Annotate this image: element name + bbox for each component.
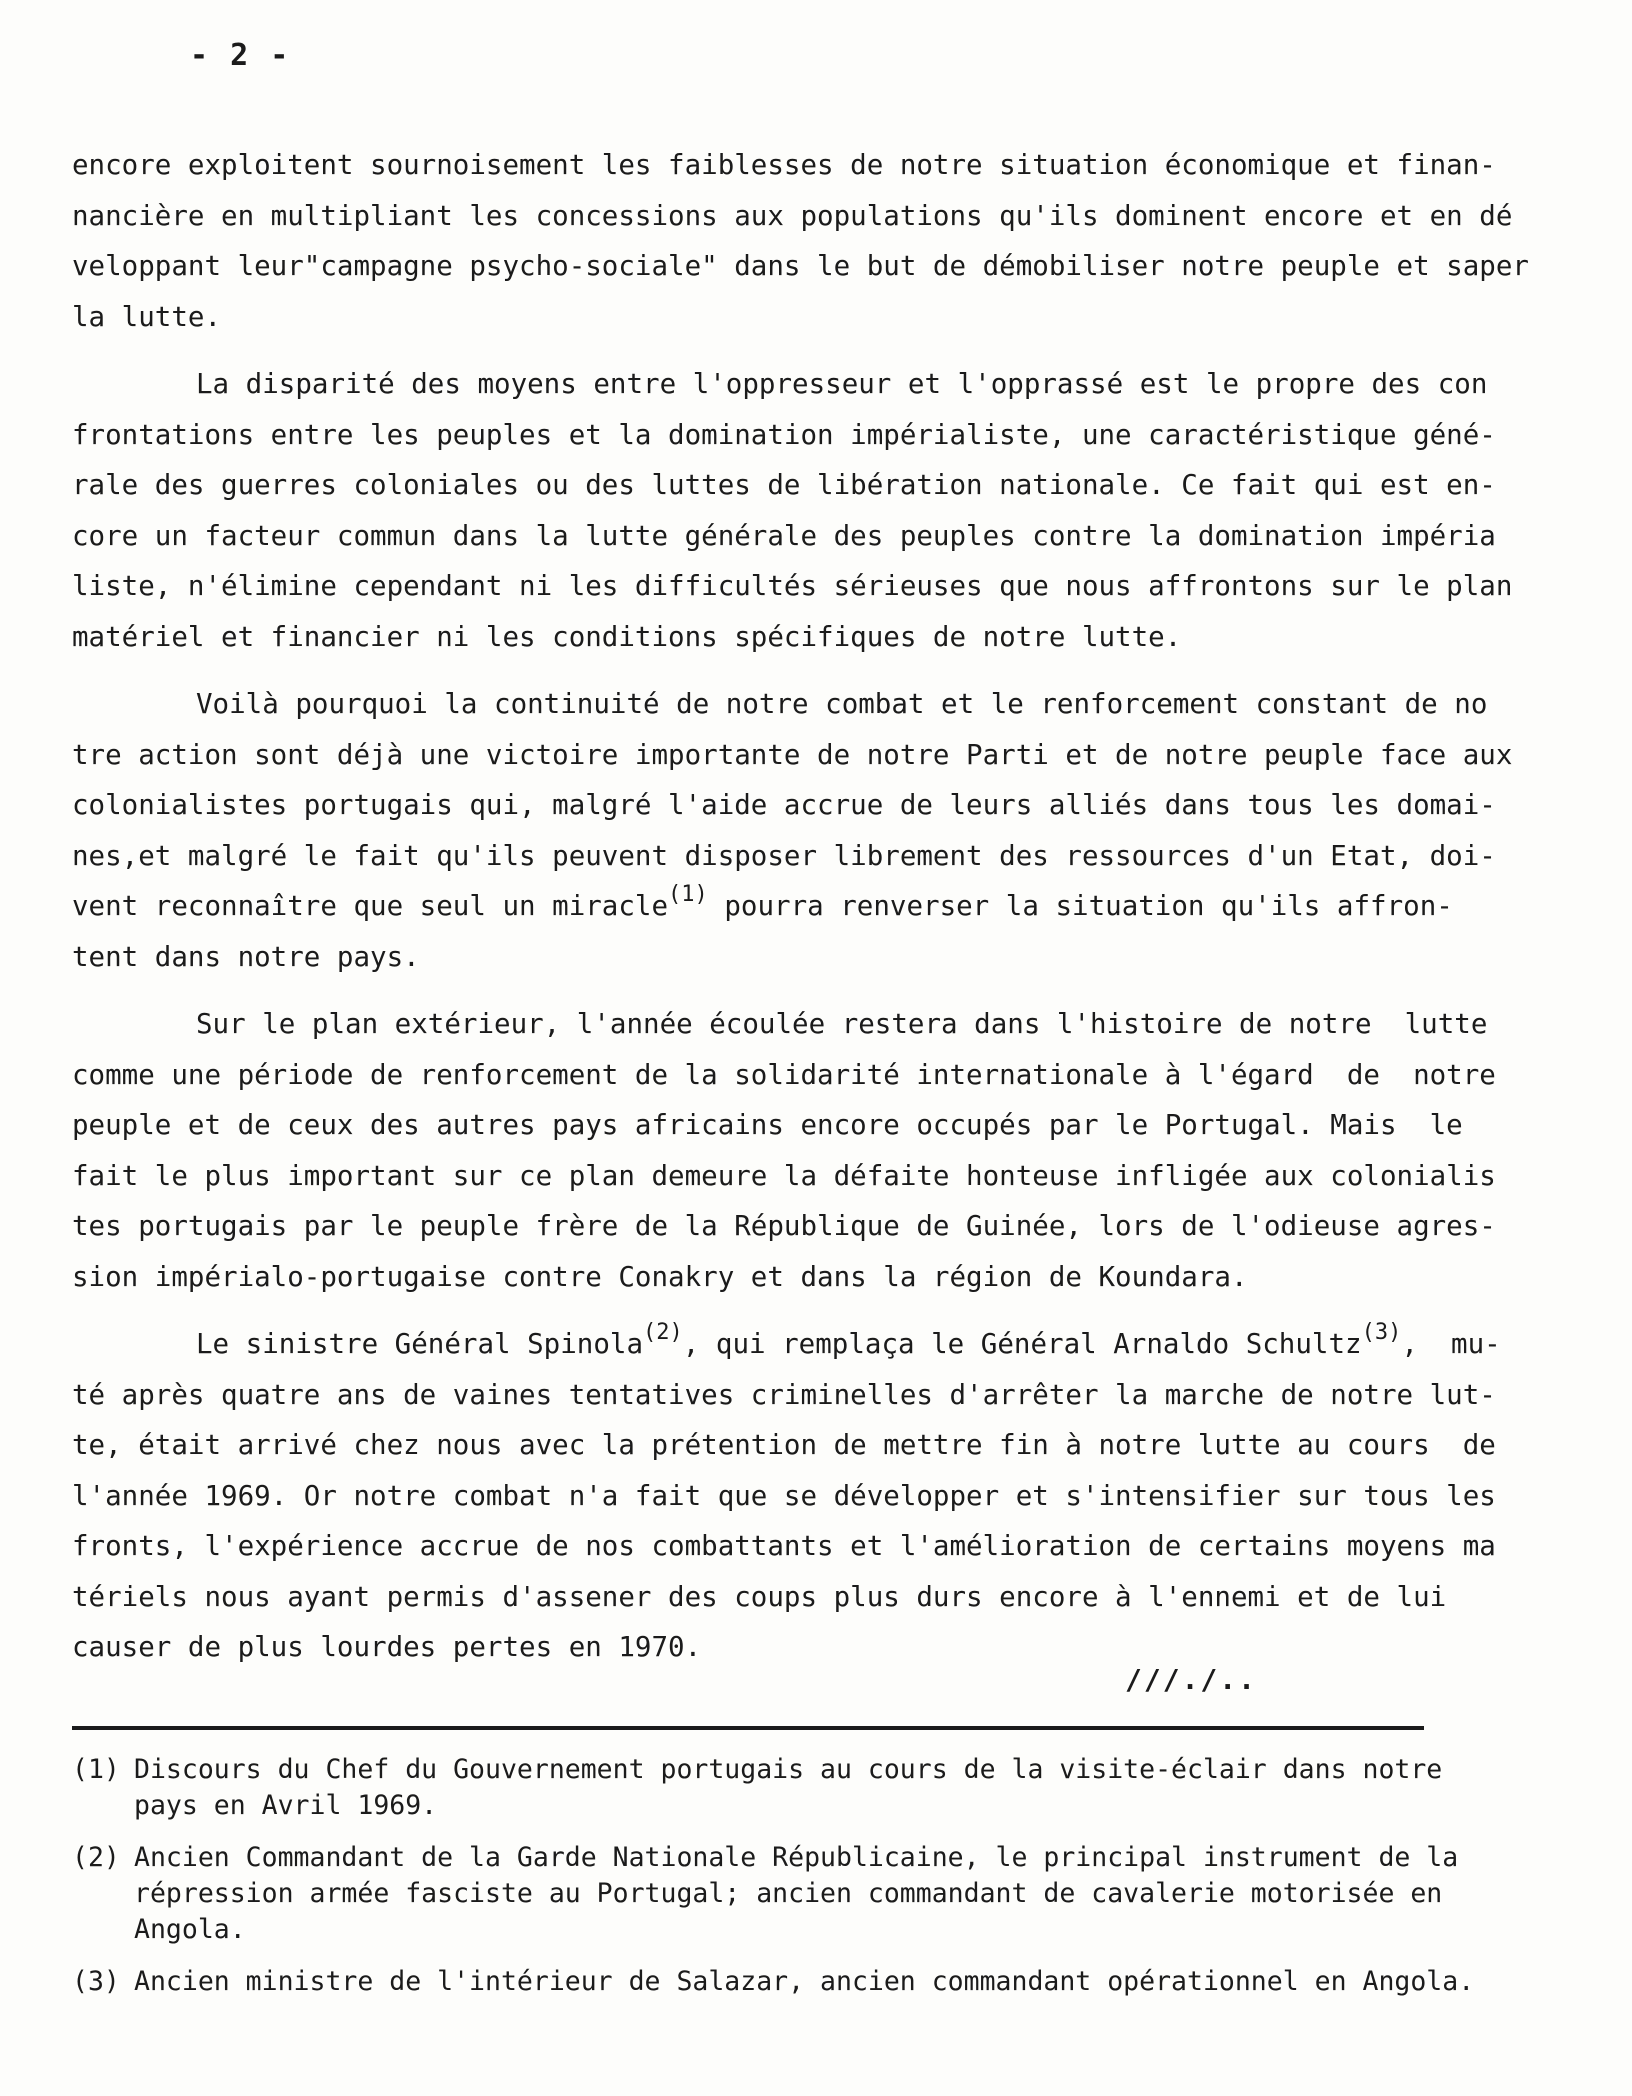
text-line: Voilà pourquoi la continuité de notre combat et le renforcement constant de no bbox=[196, 688, 1488, 720]
footnote-divider bbox=[72, 1726, 1424, 1730]
text-line: l'année 1969. Or notre combat n'a fait que se développer et s'intensifier sur tous les bbox=[72, 1479, 1496, 1512]
text-line: fronts, l'expérience accrue de nos combattants et l'amélioration de certains moyens ma bbox=[72, 1530, 1496, 1562]
text-line: nes,et malgré le fait qu'ils peuvent disposer librement des ressources d'un Etat, doi- bbox=[72, 839, 1496, 872]
text-line: rale des guerres coloniales ou des luttes de libération nationale. Ce fait qui est en- bbox=[72, 469, 1496, 501]
footnote-text bbox=[134, 1964, 1474, 2000]
text-line: Angola. bbox=[134, 1914, 246, 1945]
footnote-1 bbox=[72, 1752, 1443, 1824]
text-line: fait le plus important sur ce plan demeure la défaite honteuse infligée aux colonialis bbox=[72, 1159, 1496, 1192]
paragraph-2 bbox=[72, 359, 1513, 662]
text-line: Ancien Commandant de la Garde Nationale Républicaine, le principal instrument de la bbox=[134, 1842, 1459, 1873]
text-fragment: pourra renverser la situation qu'ils affron- bbox=[707, 890, 1453, 922]
paragraph-3 bbox=[72, 679, 1513, 982]
continuation-mark: ///./.. bbox=[1125, 1663, 1258, 1696]
text-line: matériel et financier ni les conditions spécifiques de notre lutte. bbox=[72, 620, 1182, 653]
text-fragment: , qui remplaça le Général Arnaldo Schultz bbox=[682, 1328, 1362, 1360]
text-line: sion impérialo-portugaise contre Conakry et dans la région de Koundara. bbox=[72, 1260, 1248, 1293]
text-line: pays en Avril 1969. bbox=[134, 1790, 438, 1821]
text-line: comme une période de renforcement de la solidarité internationale à l'égard de notre bbox=[72, 1058, 1496, 1091]
text-line: colonialistes portugais qui, malgré l'aide accrue de leurs alliés dans tous les domai- bbox=[72, 789, 1496, 821]
text-line: frontations entre les peuples et la domination impérialiste, une caractéristique géné- bbox=[72, 418, 1496, 451]
text-fragment: Le sinistre Général Spinola bbox=[196, 1328, 644, 1360]
footnote-text bbox=[134, 1752, 1442, 1824]
text-line: tériels nous ayant permis d'assener des coups plus durs encore à l'ennemi et de lui bbox=[72, 1580, 1447, 1613]
paragraph-1 bbox=[72, 140, 1529, 342]
text-line: répression armée fasciste au Portugal; ancien commandant de cavalerie motorisée en bbox=[134, 1878, 1443, 1909]
footnotes bbox=[72, 1752, 1475, 2016]
page-number: - 2 - bbox=[190, 38, 291, 73]
text-line: La disparité des moyens entre l'oppresseur et l'opprassé est le propre des con bbox=[196, 368, 1488, 400]
text-line: té après quatre ans de vaines tentatives criminelles d'arrêter la marche de notre lut- bbox=[72, 1378, 1496, 1411]
text-line: causer de plus lourdes pertes en 1970. bbox=[72, 1631, 702, 1663]
footnote-3 bbox=[72, 1964, 1475, 2000]
footnote-text bbox=[134, 1840, 1458, 1948]
footnote-marker: (2) bbox=[72, 1842, 120, 1873]
text-line: te, était arrivé chez nous avec la prétention de mettre fin à notre lutte au cours de bbox=[72, 1429, 1496, 1461]
text-line: peuple et de ceux des autres pays africains encore occupés par le Portugal. Mais le bbox=[72, 1109, 1463, 1141]
text-line: Discours du Chef du Gouvernement portugais au cours de la visite-éclair dans notre bbox=[134, 1754, 1443, 1785]
footnote-ref-1: (1) bbox=[668, 882, 708, 907]
text-line: Sur le plan extérieur, l'année écoulée restera dans l'histoire de notre lutte bbox=[196, 1008, 1488, 1040]
body-text bbox=[72, 140, 1529, 1690]
paragraph-5 bbox=[72, 1319, 1501, 1673]
text-line: nancière en multipliant les concessions aux populations qu'ils dominent encore et en dé bbox=[72, 199, 1513, 232]
text-line bbox=[72, 1319, 1501, 1370]
text-line: Ancien ministre de l'intérieur de Salazar, ancien commandant opérationnel en Angola. bbox=[134, 1966, 1475, 1997]
text-line bbox=[72, 881, 1453, 932]
text-line: liste, n'élimine cependant ni les difficultés sérieuses que nous affrontons sur le plan bbox=[72, 570, 1513, 602]
footnote-marker: (3) bbox=[72, 1966, 120, 1997]
text-line: encore exploitent sournoisement les faiblesses de notre situation économique et finan- bbox=[72, 149, 1496, 181]
footnote-ref-3: (3) bbox=[1361, 1320, 1402, 1345]
footnote-2 bbox=[72, 1840, 1459, 1948]
paragraph-4 bbox=[72, 999, 1496, 1302]
text-fragment: , mu- bbox=[1401, 1328, 1501, 1360]
text-line: la lutte. bbox=[72, 300, 222, 333]
footnote-marker: (1) bbox=[72, 1754, 120, 1785]
text-fragment: vent reconnaître que seul un miracle bbox=[72, 890, 669, 922]
text-line: veloppant leur"campagne psycho-sociale" dans le but de démobiliser notre peuple et saper bbox=[72, 250, 1529, 282]
text-line: core un facteur commun dans la lutte générale des peuples contre la domination impéria bbox=[72, 519, 1496, 552]
text-line: tent dans notre pays. bbox=[72, 940, 420, 973]
text-line: tes portugais par le peuple frère de la République de Guinée, lors de l'odieuse agres- bbox=[72, 1210, 1496, 1242]
text-line: tre action sont déjà une victoire importante de notre Parti et de notre peuple face aux bbox=[72, 738, 1513, 771]
footnote-ref-2: (2) bbox=[643, 1320, 683, 1345]
